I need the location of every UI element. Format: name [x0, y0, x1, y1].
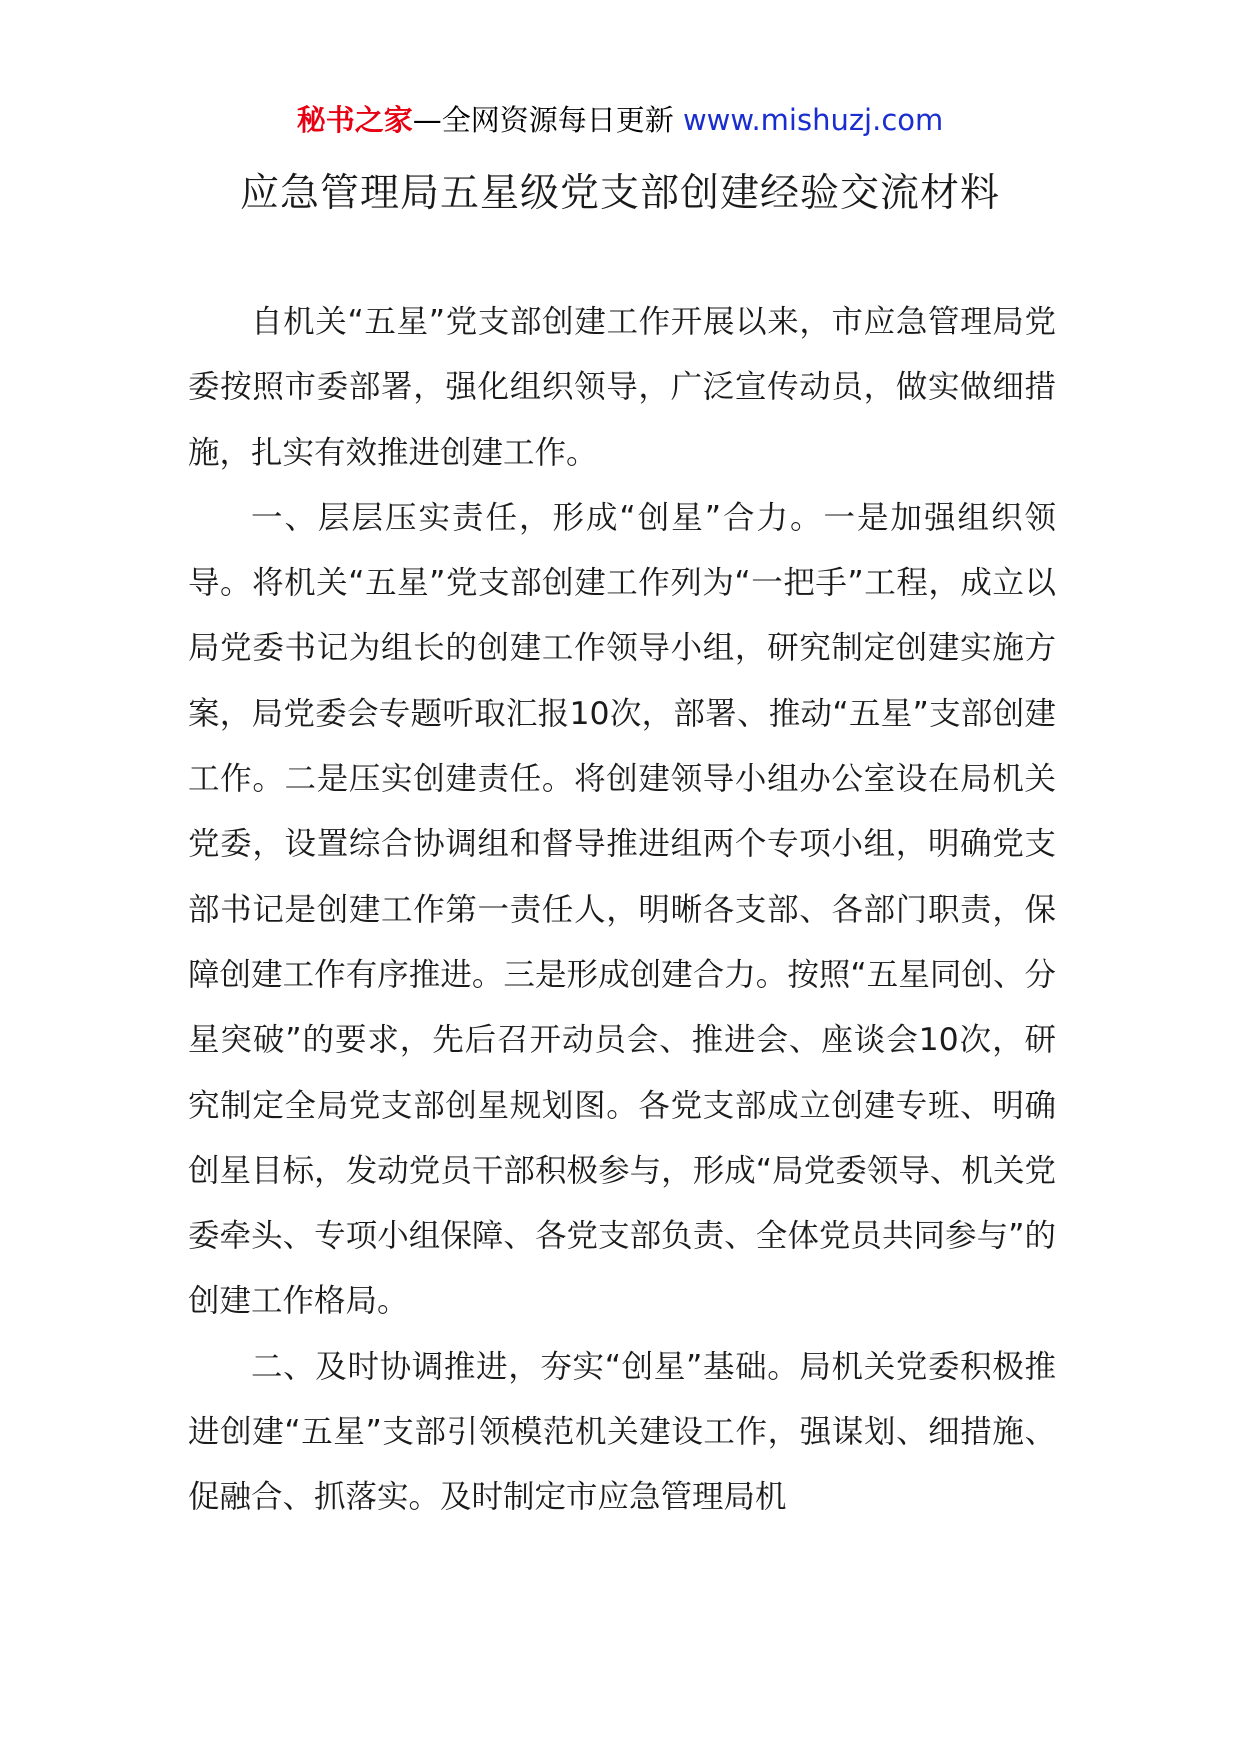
paragraph-intro: 自机关“五星”党支部创建工作开展以来，市应急管理局党委按照市委部署，强化组织领导，广泛宣传动员，做实做细措施，扎实有效推进创建工作。	[188, 304, 1056, 471]
site-header	[0, 100, 1240, 140]
site-brand: 秘书之家	[296, 103, 413, 137]
document-body	[188, 290, 1056, 1531]
site-url-link[interactable]: www.mishuzj.com	[682, 103, 944, 137]
site-tagline: —全网资源每日更新	[412, 103, 674, 137]
paragraph-section-2: 二、及时协调推进，夯实“创星”基础。局机关党委积极推进创建“五星”支部引领模范机关建设工作，强谋划、细措施、促融合、抓落实。及时制定市应急管理局机	[188, 1348, 1056, 1516]
paragraph-section-1: 一、层层压实责任，形成“创星”合力。一是加强组织领导。将机关“五星”党支部创建工作列为“一把手”工程，成立以局党委书记为组长的创建工作领导小组，研究制定创建实施方案，局党委会专题听取汇报10次，部署、推动“五星”支部创建工作。二是压实创建责任。将创建领导小组办公室设在局机关党委，设置综合协调组和督导推进组两个专项小组，明确党支部书记是创建工作第一责任人，明晰各支部、各部门职责，保障创建工作有序推进。三是形成创建合力。按照“五星同创、分星突破”的要求，先后召开动员会、推进会、座谈会10次，研究制定全局党支部创星规划图。各党支部成立创建专班、明确创星目标，发动党员干部积极参与，形成“局党委领导、机关党委牵头、专项小组保障、各党支部负责、全体党员共同参与”的创建工作格局。	[188, 499, 1056, 1320]
document-title: 应急管理局五星级党支部创建经验交流材料	[239, 171, 1000, 216]
